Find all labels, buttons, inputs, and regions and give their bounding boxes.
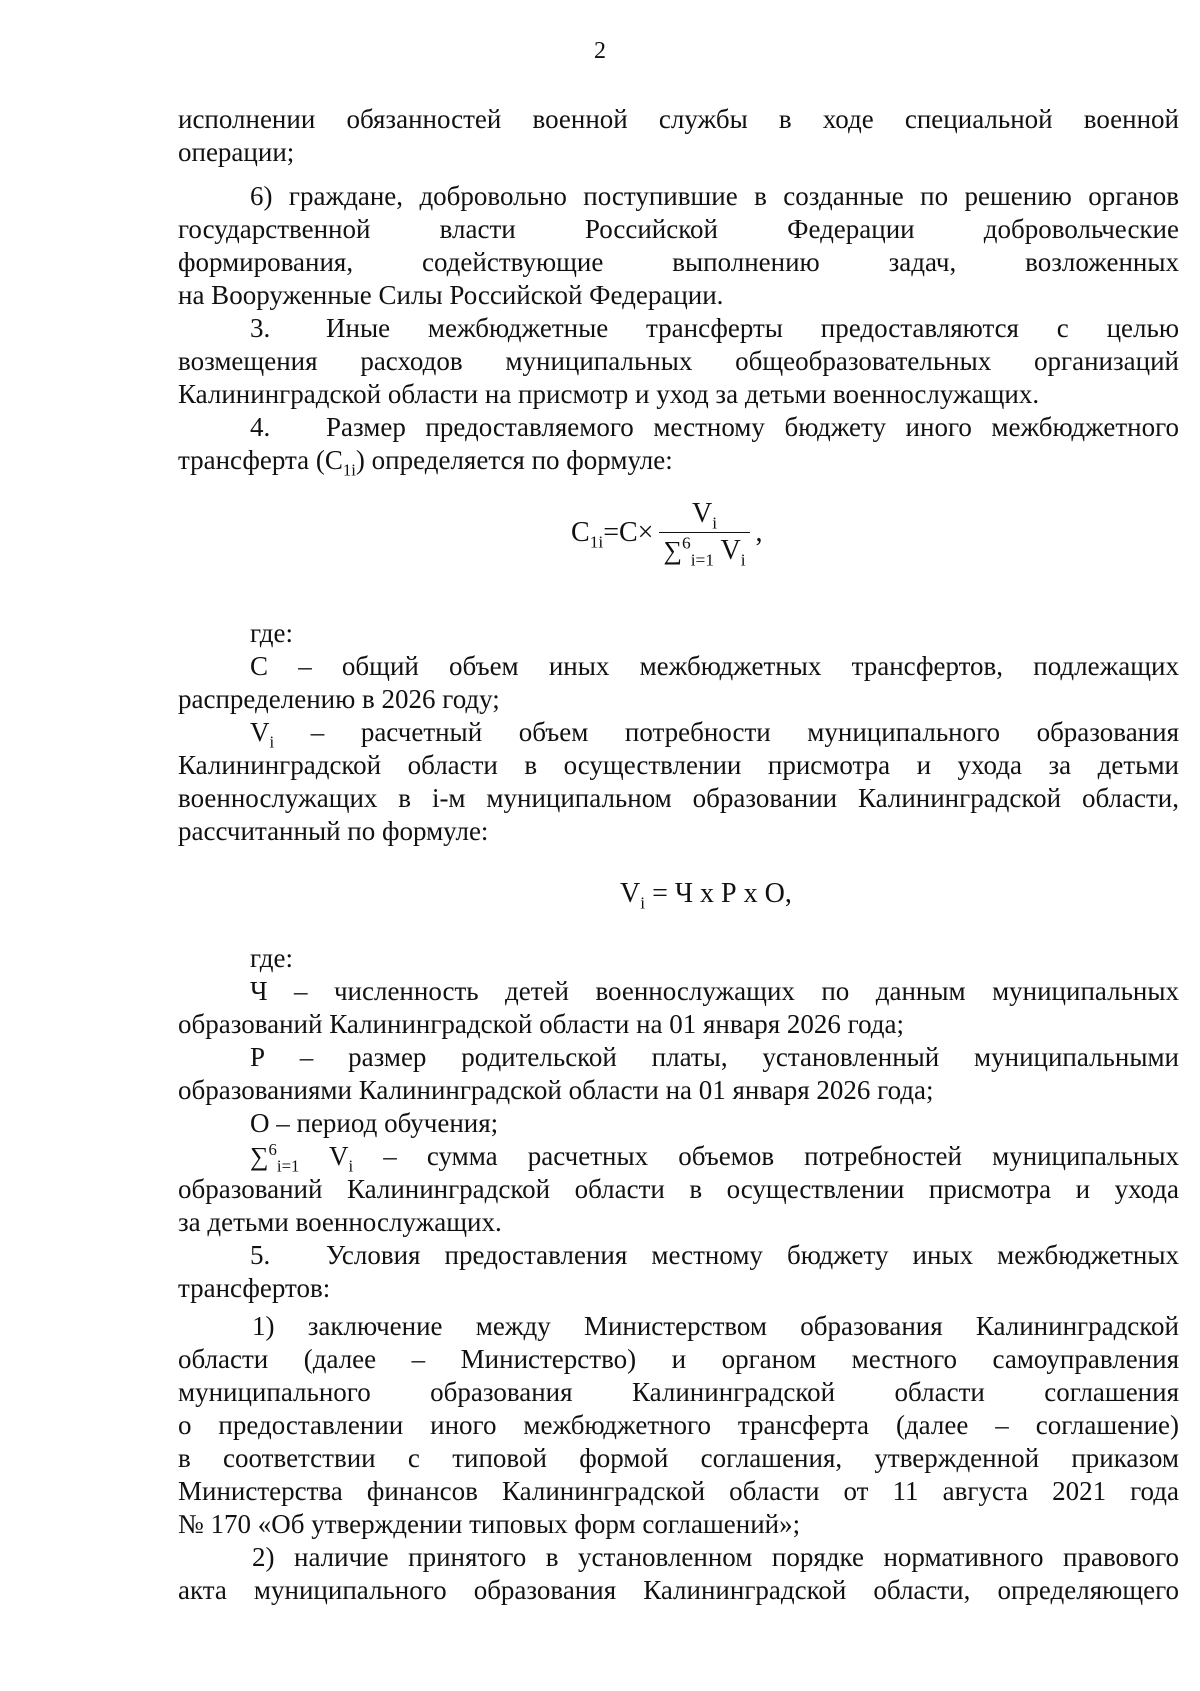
text-span: – расчетный объем потребности муниципального образования [274,717,1179,747]
text-span: Размер предоставляемого местному бюджету иного межбюджетного [326,412,1179,442]
text-line: образований Калининградской области в осуществлении присмотра и ухода [178,1174,1179,1204]
text-line: образованиями Калининградской области на 01 января 2026 года; [178,1075,934,1105]
fraction-numerator [686,498,723,532]
text-line: формирования, содействующие выполнению задач, возложенных [178,247,1179,277]
text-line: операции; [178,137,295,167]
text-line: акта муниципального образования Калининградской области, определяющего [178,1575,1179,1605]
text-span: трансферта (C [178,445,343,475]
fraction-denominator [659,532,749,570]
formula-lhs [571,516,654,552]
text-line: рассчитанный по формуле: [178,816,489,846]
text-span: Иные межбюджетные трансферты предоставляются с целью [326,313,1179,343]
text-line: военнослужащих в i-м муниципальном образовании Калининградской области, [178,783,1179,813]
formula-symbol: C [571,516,590,548]
text-line [250,1140,1179,1176]
formula-vi [620,878,792,913]
text-line: в соответствии с типовой формой соглашения, утвержденной приказом [178,1443,1179,1473]
formula-symbol: V [691,498,713,529]
text-line: Ч – численность детей военнослужащих по данным муниципальных [250,976,1179,1006]
item-number: 3. [250,313,271,343]
text-span: – сумма расчетных объемов потребностей муниципальных [353,1141,1179,1171]
text-line: Министерства финансов Калининградской области от 11 августа 2021 года [178,1476,1179,1506]
sum-symbol: ∑ [250,1142,269,1171]
formula-rhs: = Ч х Р х О, [645,878,792,909]
formula-symbol: V [620,878,641,909]
item-number: 4. [250,412,271,442]
text-line: возмещения расходов муниципальных общеобразовательных организаций [178,346,1179,376]
text-line: где: [250,618,293,648]
formula-fraction [659,498,749,570]
text-line: С – общий объем иных межбюджетных трансфертов, подлежащих [250,651,1179,681]
text-line: муниципального образования Калининградской области соглашения [178,1377,1179,1407]
text-line: образований Калининградской области на 01 января 2026 года; [178,1009,905,1039]
formula-operator: =C× [603,516,654,548]
text-line: 2) наличие принятого в установленном порядке нормативного правового [252,1542,1179,1572]
text-line: за детьми военнослужащих. [178,1207,502,1237]
subscript: i=1 [690,550,714,570]
text-line: Р – размер родительской платы, установленный муниципальными [250,1042,1179,1072]
formula-symbol: V [299,1141,349,1171]
text-line: исполнении обязанностей военной службы в ходе специальной военной [178,104,1179,134]
page-number: 2 [594,38,606,64]
text-line: Калининградской области на присмотр и уход за детьми военнослужащих. [178,379,1040,409]
text-line: № 170 «Об утверждении типовых форм соглашений»; [178,1509,801,1539]
text-line: о предоставлении иного межбюджетного трансферта (далее – соглашение) [178,1410,1179,1440]
text-line: государственной власти Российской Федерации добровольческие [178,214,1179,244]
subscript: i [740,550,746,570]
sum-symbol: ∑ [663,536,683,565]
text-line [250,716,1179,752]
paragraph-4-first-line [250,411,1179,444]
text-line: 1) заключение между Министерством образования Калининградской [252,1311,1179,1341]
item-number: 5. [250,1240,271,1270]
formula-symbol: V [250,717,270,747]
text-line: Калининградской области в осуществлении присмотра и ухода за детьми [178,750,1179,780]
text-line: где: [250,943,293,973]
text-line: трансфертов: [178,1273,331,1303]
subscript: 1i [342,460,356,480]
text-line: на Вооруженные Силы Российской Федерации. [178,280,724,310]
text-line: распределению в 2026 году; [178,684,500,714]
formula-punctuation: , [755,516,763,548]
subscript: i [712,513,718,533]
text-line: 6) граждане, добровольно поступившие в созданные по решению органов [250,181,1179,211]
text-span: ) определяется по формуле: [355,445,673,475]
paragraph-3-first-line [250,312,1179,345]
superscript: 6 [268,1140,277,1159]
text-line: области (далее – Министерство) и органом местного самоуправления [178,1344,1179,1374]
subscript: 1i [589,532,604,552]
subscript: i [269,732,275,752]
formula-symbol: V [714,535,741,566]
text-line: О – период обучения; [250,1108,499,1138]
subscript: i [348,1156,354,1176]
text-span: Условия предоставления местному бюджету иных межбюджетных [326,1240,1179,1270]
text-line [178,444,1179,480]
formula-c1i [571,498,763,570]
subscript: i [640,893,646,913]
superscript: 6 [682,533,691,553]
subscript: i=1 [276,1156,300,1176]
paragraph-5-first-line [250,1239,1179,1272]
